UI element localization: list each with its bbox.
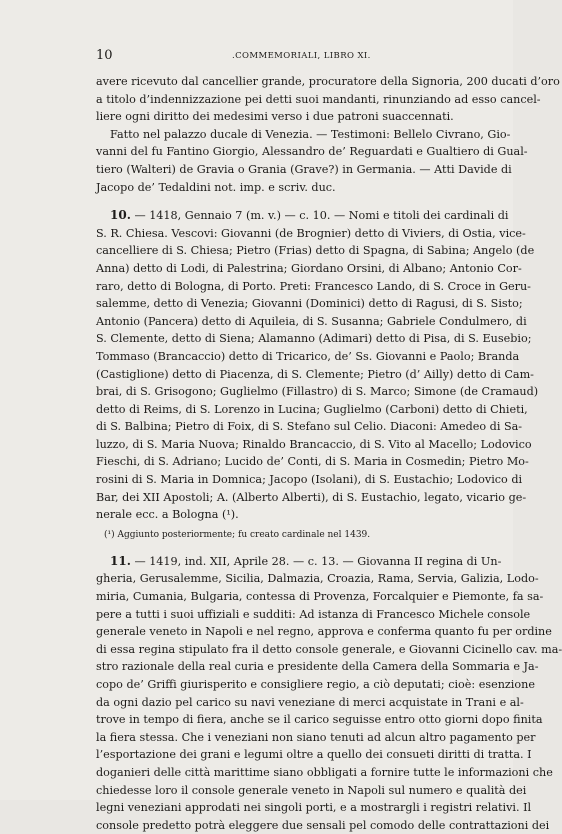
- text-line: gheria, Gerusalemme, Sicilia, Dalmazia, Croazia, Rama, Servia, Galizia, Lodo-: [96, 572, 539, 586]
- text-line: miria, Cumania, Bulgaria, contessa di Provenza, Forcalquier e Piemonte, fa sa-: [96, 590, 544, 604]
- text-line: Fatto nel palazzo ducale di Venezia. — Testimoni: Bellelo Civrano, Gio-: [110, 127, 511, 141]
- text-line: stro razionale della real curia e presidente della Camera della Sommaria e Ja-: [96, 660, 539, 674]
- text-line: chiedesse loro il console generale veneto in Napoli sul numero e qualità dei: [96, 783, 527, 797]
- entry-heading-text: — 1419, ind. XII, Aprile 28. — c. 13. — Giovanna II regina di Un-: [130, 554, 502, 568]
- text-line: Jacopo de’ Tedaldini not. imp. e scriv. duc.: [96, 180, 336, 194]
- entry-11: [96, 553, 562, 834]
- text-line: Bar, dei XII Apostoli; A. (Alberto Alberti), di S. Eustachio, legato, vicario ge-: [96, 490, 527, 504]
- text-line: avere ricevuto dal cancellier grande, procuratore della Signoria, 200 ducati d’oro: [96, 75, 560, 88]
- text-line: luzzo, di S. Maria Nuova; Rinaldo Brancaccio, di S. Vito al Macello; Lodovico: [96, 437, 532, 451]
- text-line: vanni del fu Fantino Giorgio, Alessandro de’ Reguardati e Gualtiero di Gual-: [96, 145, 528, 159]
- text-line: Fieschi, di S. Adriano; Lucido de’ Conti, di S. Maria in Cosmedin; Pietro Mo-: [96, 455, 529, 469]
- text-line: trove in tempo di fiera, anche se il carico seguisse entro otto giorni dopo finita: [96, 713, 543, 727]
- page-header: [96, 48, 480, 64]
- text-line: copo de’ Griffi giurisperito e consigliere regio, a ciò deputati; cioè: esenzione: [96, 678, 535, 691]
- text-line: (Castiglione) detto di Piacenza, di S. Clemente; Pietro (d’ Ailly) detto di Cam-: [96, 367, 534, 381]
- text-line: nerale ecc. a Bologna (¹).: [96, 508, 239, 522]
- text-line: di essa regina stipulato fra il detto console generale, e Giovanni Cicinello cav. ma-: [96, 642, 562, 656]
- text-line: cancelliere di S. Chiesa; Pietro (Frias) detto di Spagna, di Sabina; Angelo (de: [96, 244, 535, 258]
- page-number: 10: [96, 48, 113, 63]
- text-line: S. R. Chiesa. Vescovi: Giovanni (de Brognier) detto di Viviers, di Ostia, vice-: [96, 226, 526, 240]
- text-line: doganieri delle città marittime siano obbligati a fornire tutte le informazioni che: [96, 765, 553, 779]
- paragraph-testimoni: [96, 126, 528, 196]
- text-line: brai, di S. Grisogono; Guglielmo (Fillastro) di S. Marco; Simone (de Cramaud): [96, 385, 539, 399]
- spacer: [96, 542, 482, 553]
- text-line: di S. Balbina; Pietro di Foix, di S. Stefano sul Celio. Diaconi: Amedeo di Sa-: [96, 420, 523, 434]
- entry-number: 11.: [110, 553, 131, 568]
- text-line: liere ogni diritto dei medesimi verso i due patroni suaccennati.: [96, 110, 454, 124]
- text-line: tiero (Walteri) de Gravia o Grania (Grave?) in Germania. — Atti Davide di: [96, 162, 512, 176]
- running-title: .COMMEMORIALI, LIBRO XI.: [232, 51, 371, 61]
- text-line: a titolo d’indennizzazione pei detti suoi mandanti, rinunziando ad esso cancel-: [96, 92, 541, 106]
- text-line: S. Clemente, detto di Siena; Alamanno (Adimari) detto di Pisa, di S. Eusebio;: [96, 332, 532, 346]
- text-line: pere a tutti i suoi uffiziali e sudditi: Ad istanza di Francesco Michele console: [96, 607, 531, 621]
- spacer: [96, 196, 482, 207]
- text-line: la fiera stessa. Che i veneziani non siano tenuti ad alcun altro pagamento per: [96, 730, 536, 744]
- entry-number: 10.: [110, 208, 131, 223]
- text-line: da ogni dazio pel carico su navi veneziane di merci acquistate in Trani e al-: [96, 695, 524, 709]
- body-text: [96, 73, 562, 834]
- text-line: rosini di S. Maria in Domnica; Jacopo (Isolani), di S. Eustachio; Lodovico di: [96, 473, 523, 487]
- entry-10: [96, 207, 539, 524]
- entry-heading-text: — 1418, Gennaio 7 (m. v.) — c. 10. — Nomi e titoli dei cardinali di: [130, 209, 509, 223]
- text-line: detto di Reims, di S. Lorenzo in Lucina; Guglielmo (Carboni) detto di Chieti,: [96, 402, 528, 416]
- text-line: salemme, detto di Venezia; Giovanni (Dominici) detto di Ragusi, di S. Sisto;: [96, 297, 523, 311]
- text-line: [96, 207, 509, 225]
- paragraph-continuation: [96, 73, 560, 126]
- text-line: Tommaso (Brancaccio) detto di Tricarico, de’ Ss. Giovanni e Paolo; Branda: [96, 349, 520, 363]
- text-line: raro, detto di Bologna, di Porto. Preti: Francesco Lando, di S. Croce in Geru-: [96, 279, 531, 293]
- footnote: (¹) Aggiunto posteriormente; fu creato cardinale nel 1439.: [104, 529, 371, 540]
- text-line: l’esportazione dei grani e legumi oltre a quello dei consueti diritti di tratta. I: [96, 748, 532, 762]
- text-line: Antonio (Pancera) detto di Aquileia, di S. Susanna; Gabriele Condulmero, di: [96, 314, 527, 328]
- text-line: Anna) detto di Lodi, di Palestrina; Giordano Orsini, di Albano; Antonio Cor-: [96, 261, 522, 275]
- text-line: generale veneto in Napoli e nel regno, approva e conferma quanto fu per ordine: [96, 625, 552, 639]
- text-line: legni veneziani approdati nei singoli porti, e a mostrargli i registri relativi. Il: [96, 801, 532, 815]
- text-line: console predetto potrà eleggere due sensali pel comodo delle contrattazioni dei: [96, 818, 550, 832]
- text-line: [96, 553, 502, 571]
